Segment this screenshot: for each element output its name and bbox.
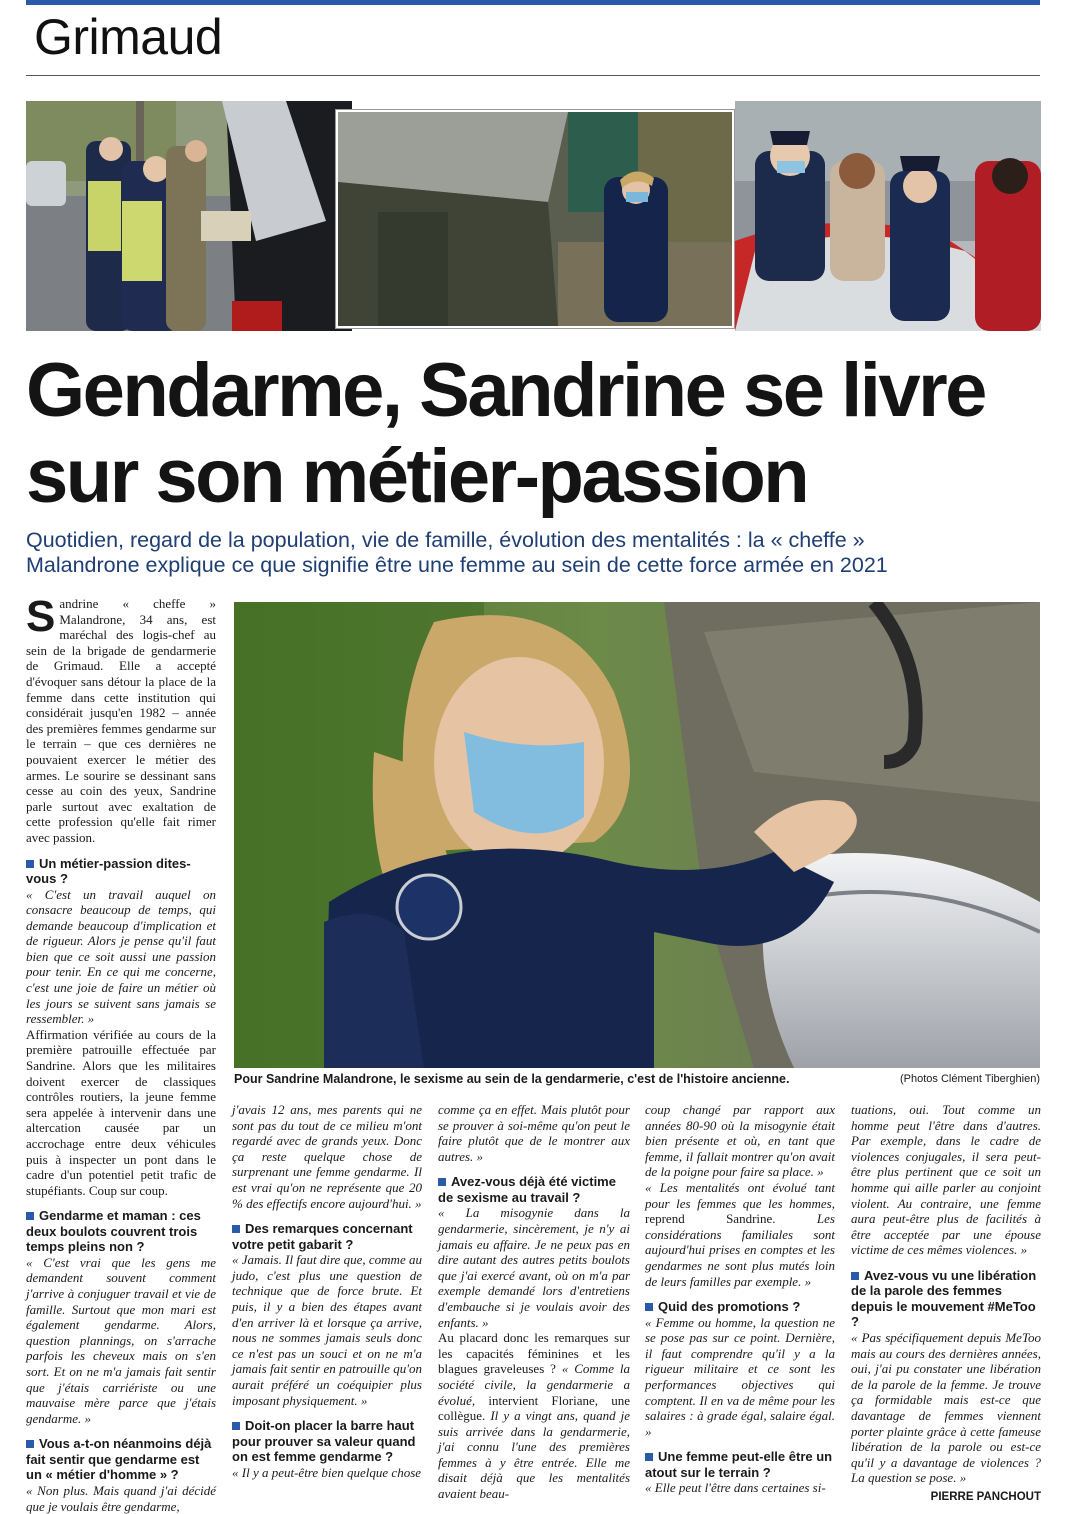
author-signature: PIERRE PANCHOUT (930, 1490, 1041, 1503)
standfirst-line-2: Malandrone explique ce que signifie être une femme au sein de cette force armée en 2021 (26, 553, 888, 577)
question-5: Doit-on placer la barre haut pour prouver sa valeur quand on est femme gendarme ? (232, 1418, 422, 1465)
standfirst-line-1: Quotidien, regard de la population, vie de famille, évolution des mentalités : la « cheffe » (26, 528, 865, 552)
question-2: Gendarme et maman : ces deux boulots couvrent trois temps pleins non ? (26, 1208, 216, 1255)
answer-5-continued: comme ça en effet. Mais plutôt pour se prouver à soi-même qu'on peut le faire plutôt que de le montrer aux autres. » (438, 1102, 630, 1164)
quote-floriane-continued: coup changé par rapport aux années 80-90 où la misogynie était bien présente et où, en tant que femme, il fallait montrer qu'on avait de la poigne pour faire sa place. » (645, 1102, 835, 1180)
answer-8-continued: tuations, oui. Tout comme un homme peut l'être dans d'autres. Par exemple, dans le cadre de violences conjugales, il sera peut-être plus pertinent que ce soit un homme qui aille parler au conjoint violent. Au contraire, une femme aura peut-être plus de facilités à être acceptée par une épouse victime de ces mêmes violences. » (851, 1102, 1041, 1258)
answer-7: « Femme ou homme, la question ne se pose pas sur ce point. Dernière, il faut comprendre qu'il y a la rigueur militaire et ce sont les performances objectives qui comptent. Il en va de même pour les salaires : à grade égal, salaire égal. » (645, 1314, 835, 1439)
answer-6: « La misogynie dans la gendarmerie, sincèrement, je n'y ai jamais eu affaire. Je ne peux pas en dire autant des autres petits boulots que j'ai exercé avant, où on m'a par exemple demandé lors d'entretiens d'embauche si je voulais avoir des enfants. » (438, 1205, 630, 1330)
quote-floriane-1: « Comme la société civile, la gendarmerie a évolué, (438, 1361, 630, 1408)
article-column-5 (851, 1102, 1041, 1505)
answer-3-continued: j'avais 12 ans, mes parents qui ne sont pas du tout de ce milieu m'ont regardé avec de grands yeux. Donc ça reste quelque chose de surprenant une femme gendarme. Il est vrai qu'on ne représente que 20 % des effectifs encore aujourd'hui. » (232, 1102, 422, 1211)
article-column-2 (232, 1102, 422, 1480)
answer-2: « C'est vrai que les gens me demandent souvent comment j'arrive à conjuguer travail et vie de famille. Surtout que mon mari est également gendarme. Alors, question plannings, on s'arrache parfois les cheveux mais on s'en sort. Et on ne m'a jamais fait sentir que j'étais carriériste ou une mauvaise mère parce que j'étais gendarme. » (26, 1254, 216, 1426)
question-7: Quid des promotions ? (645, 1299, 835, 1315)
photo-credit: (Photos Clément Tiberghien) (899, 1073, 1040, 1085)
answer-1: « C'est un travail auquel on consacre beaucoup de temps, qui demande beaucoup d'implication et de rigueur. Alors je pense qu'il faut bien que ce soit aussi une passion pour tenir. En ce qui me concerne, c'est une joie de faire un métier où les jours se suivent sans jamais se ressembler. » (26, 886, 216, 1027)
answer-8: « Elle peut l'être dans certaines si- (645, 1480, 826, 1496)
question-3: Vous a-t-on néanmoins déjà fait sentir que gendarme est un « métier d'homme » ? (26, 1436, 216, 1483)
paragraph-placard: Au placard donc les remarques sur les capacités féminines et les blagues graveleuses ? (438, 1330, 630, 1377)
headline-line-1: Gendarme, Sandrine se livre (26, 348, 985, 433)
answer-3: « Non plus. Mais quand j'ai décidé que je voulais être gendarme, (26, 1482, 216, 1514)
section-rubric: Grimaud (34, 9, 223, 65)
paragraph-patrol: Affirmation vérifiée au cours de la première patrouille effectuée par Sandrine. Alors que les militaires doivent exercer de classiques contrôles routiers, la jeune femme sera appelée à intervenir dans une altercation causée par un accrochage entre deux véhicules puis à inspecter un pont dans le cadre d'un potentiel petit trafic de stupéfiants. Coup sur coup. (26, 1026, 216, 1198)
attribution-sandrine: reprend Sandrine. (645, 1211, 776, 1227)
drop-cap: S (26, 592, 56, 641)
answer-9: « Pas spécifiquement depuis MeToo mais au cours des dernières années, oui, j'ai pu constater une libération de la parole de la femme. Je trouve ça formidable mais est-ce que davantage de femmes viennent porter plainte grâce à cette fameuse libération de la parole ou est-ce qu'il y a davantage de violences ? La question se pose. » (851, 1329, 1041, 1486)
intro-paragraph: andrine « cheffe » Malandrone, 34 ans, est maréchal des logis-chef au sein de la brigade de gendarmerie de Grimaud. Elle a accepté d'évoquer sans détour la place de la femme dans cette institution qui considérait jusqu'en 1982 – année des premières femmes gendarme sur le terrain – que ces dernières ne pouvaient exercer le métier des armes. Le sourire se dessinant sans cesse au coin des yeux, Sandrine parle surtout avec exaltation de cette profession qu'elle fait rimer avec passion. (26, 596, 216, 845)
answer-4: « Jamais. Il faut dire que, comme au judo, c'est plus une question de technique que de force brute. Et puis, il y a bien des étapes avant d'en arriver là et lorsque ça arrive, nous ne sommes jamais seuls donc ce n'est pas un souci et on ne m'a jamais fait sentir en patrouille qu'on aurait préféré un coéquipier plus imposant physiquement. » (232, 1252, 422, 1408)
question-1: Un métier-passion dites-vous ? (26, 856, 216, 887)
quote-familles: Les considérations familiales sont aujourd'hui prises en comptes et les gendarmes ne sont plus mutés loin de leurs familles par exemple. » (645, 1211, 835, 1289)
question-9: Avez-vous vu une libération de la parole des femmes depuis le mouvement #MeToo ? (851, 1268, 1041, 1330)
photo-road-control (26, 101, 352, 331)
question-8: Une femme peut-elle être un atout sur le terrain ? (645, 1449, 835, 1480)
article-column-1 (26, 592, 216, 1514)
quote-floriane-2: Il y a vingt ans, quand je suis arrivée dans la gendarmerie, j'ai connu l'une des premières femmes à y être entrée. Elle me disait déjà que les mentalités avaient beau- (438, 1408, 630, 1502)
standfirst (26, 528, 1046, 578)
rubric-rule (26, 75, 1040, 76)
photo-bridge-inspection (336, 110, 734, 328)
article-column-4 (645, 1102, 835, 1496)
answer-5: « Il y a peut-être bien quelque chose (232, 1464, 422, 1480)
quote-mentalites: « Les mentalités ont évolué tant pour les femmes que les hommes, (645, 1179, 835, 1211)
question-6: Avez-vous déjà été victime de sexisme au travail ? (438, 1174, 630, 1205)
headline (26, 348, 1046, 520)
photo-civilians (735, 101, 1041, 331)
attribution-floriane: intervient Floriane, une collègue. (438, 1392, 630, 1424)
photo-main-sandrine (234, 602, 1040, 1068)
top-accent-bar (26, 0, 1040, 5)
article-column-3 (438, 1102, 630, 1502)
photo-caption: Pour Sandrine Malandrone, le sexisme au sein de la gendarmerie, c'est de l'histoire ancienne. (234, 1072, 790, 1086)
question-4: Des remarques concernant votre petit gabarit ? (232, 1221, 422, 1252)
headline-line-2: sur son métier-passion (26, 434, 808, 519)
